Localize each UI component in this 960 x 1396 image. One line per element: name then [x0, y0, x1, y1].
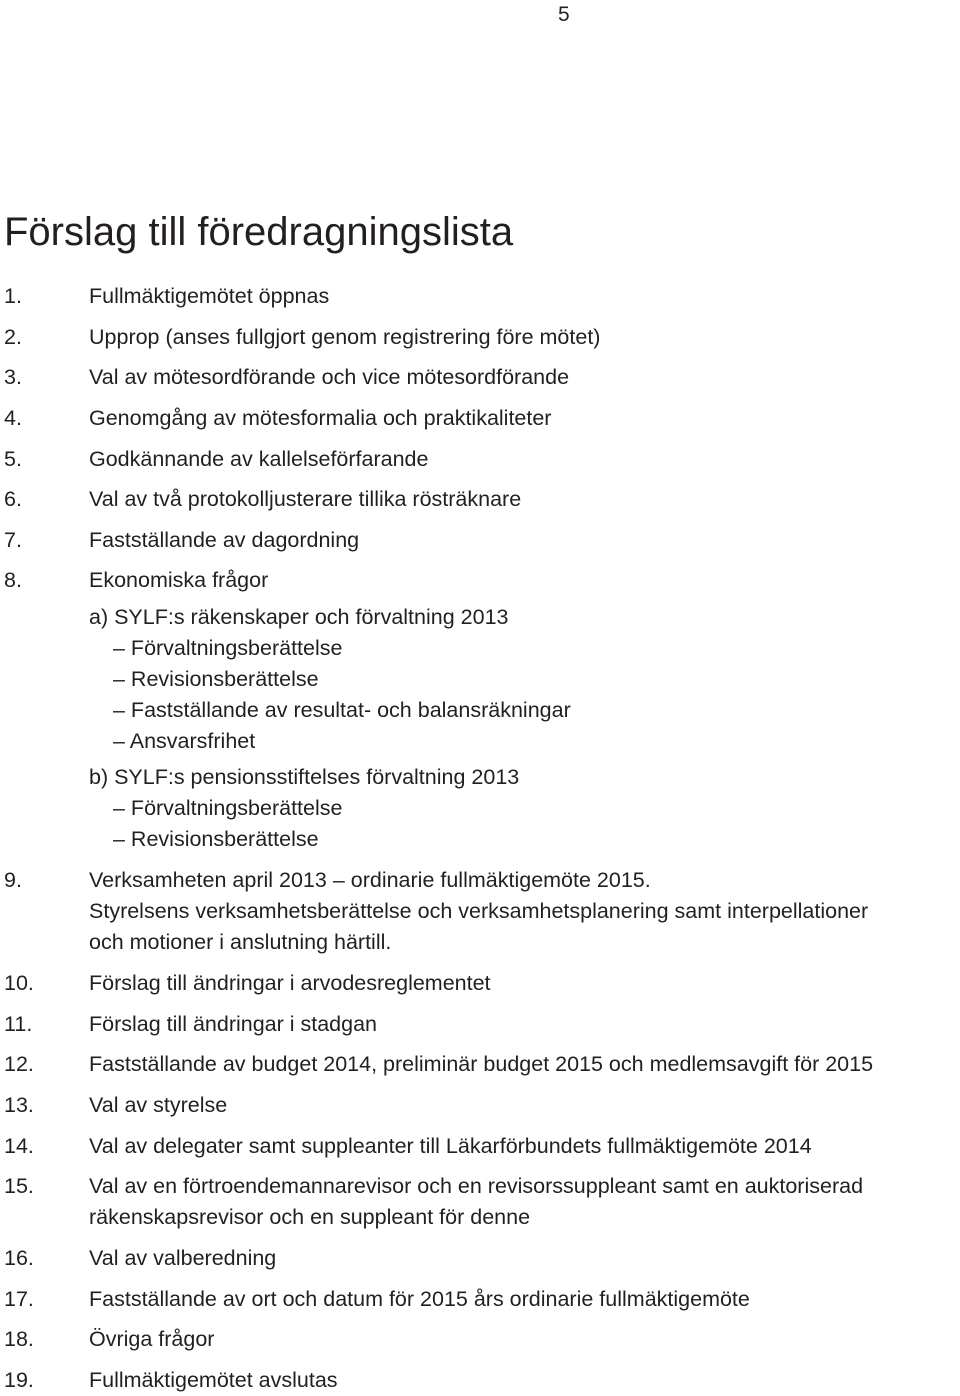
subitem-detail-text: – Fastställande av resultat- och balansräkningar: [113, 698, 571, 722]
item-text: Fullmäktigemötet avslutas: [89, 1368, 338, 1392]
item-text: Fastställande av dagordning: [89, 528, 360, 552]
item-number: 12.: [4, 1052, 34, 1076]
item-text: Förslag till ändringar i arvodesreglementet: [89, 971, 491, 995]
item-number: 11.: [4, 1012, 33, 1036]
item-number: 7.: [4, 528, 22, 552]
item-text: Fastställande av ort och datum för 2015 års ordinarie fullmäktigemöte: [89, 1287, 750, 1311]
item-text: Val av styrelse: [89, 1093, 228, 1117]
subitem-detail-text: – Revisionsberättelse: [113, 667, 319, 691]
item-number: 13.: [4, 1093, 34, 1117]
item-text-continuation: räkenskapsrevisor och en suppleant för denne: [89, 1205, 531, 1229]
item-number: 19.: [4, 1368, 34, 1392]
subitem-detail-text: – Revisionsberättelse: [113, 827, 319, 851]
item-number: 1.: [4, 284, 22, 308]
item-text: Fastställande av budget 2014, preliminär budget 2015 och medlemsavgift för 2015: [89, 1052, 874, 1076]
item-text: Val av en förtroendemannarevisor och en revisorssuppleant samt en auktoriserad: [89, 1174, 864, 1198]
item-number: 8.: [4, 568, 22, 592]
item-text-continuation: och motioner i anslutning härtill.: [89, 930, 392, 954]
item-number: 4.: [4, 406, 22, 430]
item-number: 10.: [4, 971, 34, 995]
item-text: Upprop (anses fullgjort genom registrering före mötet): [89, 325, 601, 349]
item-text: Val av två protokolljusterare tillika rösträknare: [89, 487, 522, 511]
item-text: Verksamheten april 2013 – ordinarie fullmäktigemöte 2015.: [89, 868, 651, 892]
page-title: Förslag till föredragningslista: [4, 210, 514, 254]
item-number: 15.: [4, 1174, 34, 1198]
item-number: 6.: [4, 487, 22, 511]
item-number: 5.: [4, 447, 22, 471]
page-number: 5: [558, 3, 570, 26]
item-text: Övriga frågor: [89, 1327, 215, 1351]
item-number: 17.: [4, 1287, 34, 1311]
subitem-label: a) SYLF:s räkenskaper och förvaltning 2013: [89, 605, 509, 629]
item-text: Val av mötesordförande och vice mötesordförande: [89, 365, 570, 389]
item-text: Godkännande av kallelseförfarande: [89, 447, 429, 471]
item-text: Ekonomiska frågor: [89, 568, 269, 592]
subitem-detail-text: – Förvaltningsberättelse: [113, 796, 343, 820]
item-text: Fullmäktigemötet öppnas: [89, 284, 330, 308]
item-text: Val av valberedning: [89, 1246, 277, 1270]
item-number: 16.: [4, 1246, 34, 1270]
item-number: 2.: [4, 325, 22, 349]
subitem-label: b) SYLF:s pensionsstiftelses förvaltning 2013: [89, 765, 520, 789]
item-number: 18.: [4, 1327, 34, 1351]
item-text: Genomgång av mötesformalia och praktikaliteter: [89, 406, 552, 430]
subitem-detail-text: – Ansvarsfrihet: [113, 729, 256, 753]
item-number: 3.: [4, 365, 22, 389]
item-number: 9.: [4, 868, 22, 892]
item-number: 14.: [4, 1134, 34, 1158]
item-text: Förslag till ändringar i stadgan: [89, 1012, 378, 1036]
item-text-continuation: Styrelsens verksamhetsberättelse och verksamhetsplanering samt interpellationer: [89, 899, 869, 923]
item-text: Val av delegater samt suppleanter till Läkarförbundets fullmäktigemöte 2014: [89, 1134, 812, 1158]
subitem-detail-text: – Förvaltningsberättelse: [113, 636, 343, 660]
